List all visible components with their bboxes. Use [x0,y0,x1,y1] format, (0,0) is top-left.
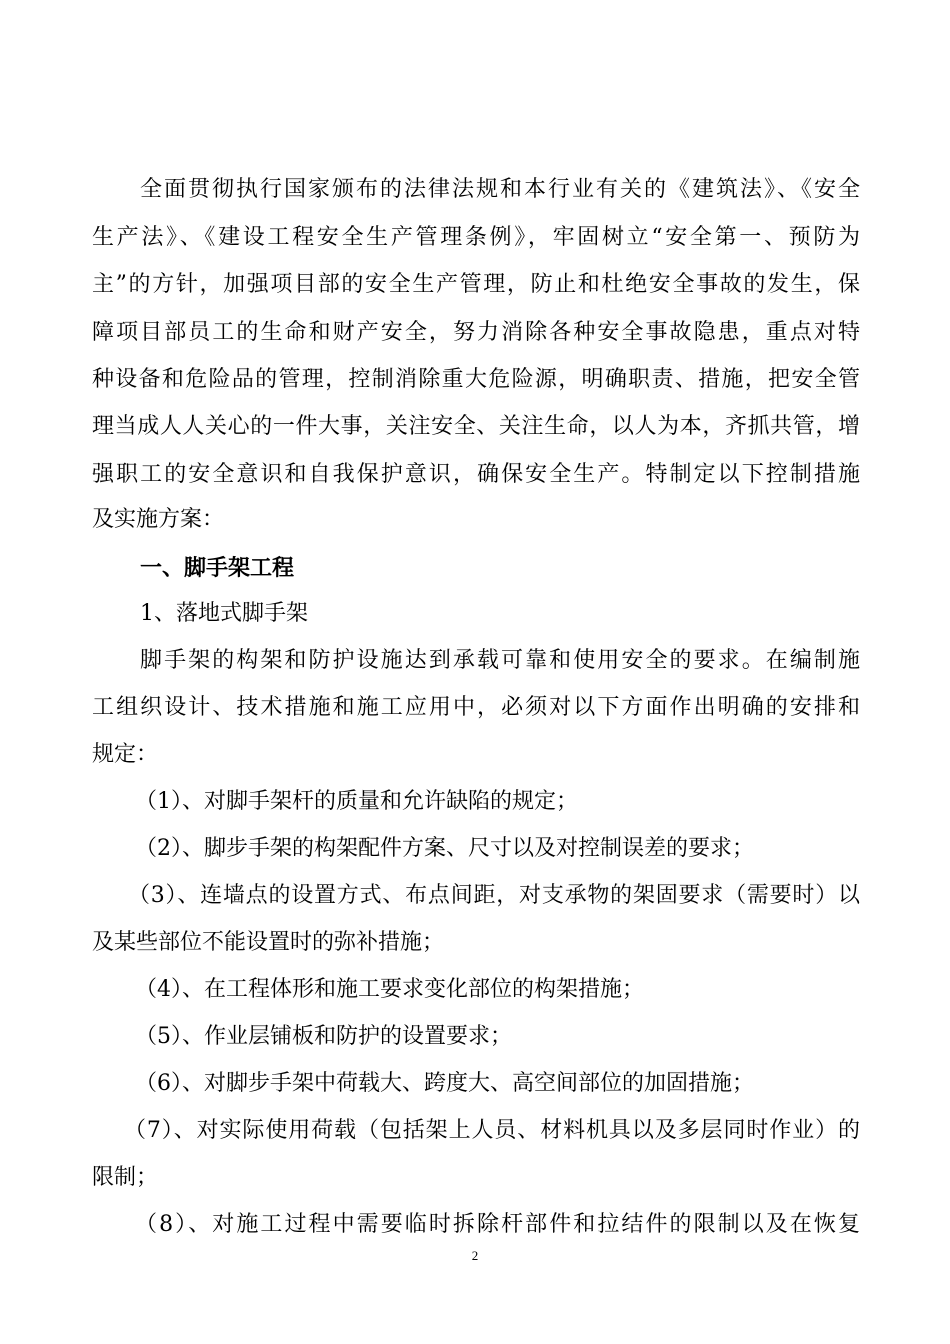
intro-line-6: 理当成人人关心的一件大事，关注安全、关注生命，以人为本，齐抓共管，增 [92,414,860,439]
subsection-heading: 1、落地式脚手架 [140,601,308,626]
list-item-3-line-1: （3）、连墙点的设置方式、布点间距，对支承物的架固要求（需要时）以 [128,883,860,908]
intro-line-8: 及实施方案： [92,507,225,532]
page-number: 2 [471,1248,479,1263]
list-item-8-line-1: （8）、对施工过程中需要临时拆除杆部件和拉结件的限制以及在恢复 [135,1212,860,1237]
list-item-6: （6）、对脚步手架中荷载大、跨度大、高空间部位的加固措施； [135,1071,754,1096]
intro-line-1: 全面贯彻执行国家颁布的法律法规和本行业有关的《建筑法》、《安全 [140,177,860,202]
list-item-5: （5）、作业层铺板和防护的设置要求； [135,1024,512,1049]
list-item-2: （2）、脚步手架的构架配件方案、尺寸以及对控制误差的要求； [135,836,754,861]
list-item-7-line-2: 限制； [92,1165,159,1190]
para2-line-2: 工组织设计、技术措施和施工应用中，必须对以下方面作出明确的安排和 [92,695,860,720]
para2-line-3: 规定： [92,742,159,767]
list-item-1: （1）、对脚手架杆的质量和允许缺陷的规定； [135,789,578,814]
section-heading: 一、脚手架工程 [140,555,295,581]
intro-line-2: 生产法》、《建设工程安全生产管理条例》，牢固树立“安全第一、预防为 [92,225,860,250]
intro-line-7: 强职工的安全意识和自我保护意识，确保安全生产。特制定以下控制措施 [92,462,860,487]
intro-line-3: 主”的方针，加强项目部的安全生产管理，防止和杜绝安全事故的发生，保 [92,272,860,297]
list-item-4: （4）、在工程体形和施工要求变化部位的构架措施； [135,977,644,1002]
intro-line-4: 障项目部员工的生命和财产安全，努力消除各种安全事故隐患，重点对特 [92,320,860,345]
intro-line-5: 种设备和危险品的管理，控制消除重大危险源，明确职责、措施，把安全管 [92,367,860,392]
list-item-3-line-2: 及某些部位不能设置时的弥补措施； [92,930,445,955]
list-item-7-line-1: （7）、对实际使用荷载（包括架上人员、材料机具以及多层同时作业）的 [124,1118,860,1143]
para2-line-1: 脚手架的构架和防护设施达到承载可靠和使用安全的要求。在编制施 [140,648,860,673]
